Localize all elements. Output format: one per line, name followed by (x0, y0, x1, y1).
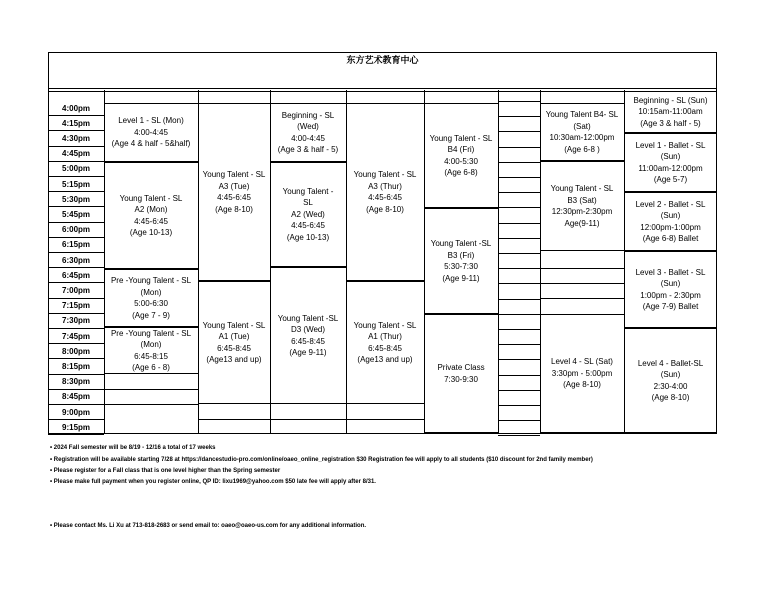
grid-line (346, 419, 424, 420)
time-slot: 7:30pm (48, 314, 104, 329)
class-line: (Age13 and up) (357, 355, 413, 364)
grid-line (498, 314, 540, 315)
class-line: (Sun) (660, 152, 681, 161)
class-line: Age(9-11) (564, 218, 600, 228)
class-sat-level4 (540, 314, 624, 433)
header-divider-2 (48, 91, 717, 92)
class-line: 4:00-4:45 (291, 133, 325, 143)
time-slot: 7:15pm (48, 299, 104, 314)
class-line: 11:00am-12:00pm (638, 163, 703, 173)
grid-line (498, 131, 540, 132)
grid-line (498, 390, 540, 391)
class-line: (Age 6-8 ) (564, 144, 600, 154)
class-fri-private (424, 314, 498, 433)
grid-line (498, 207, 540, 208)
time-slot: 4:30pm (48, 131, 104, 146)
class-line: (Age 8-10) (366, 204, 404, 214)
class-line: A3 (Thur) (368, 181, 402, 191)
class-line: (Age 10-13) (286, 232, 330, 242)
note-semester: • 2024 Fall semester will be 8/19 - 12/16 a total of 17 weeks (50, 445, 216, 451)
grid-line (498, 405, 540, 406)
class-sat-yt-b3 (540, 161, 624, 251)
class-sun-ballet-l2 (624, 192, 717, 251)
time-slot: 8:45pm (48, 390, 104, 405)
class-line: Pre -Young Talent - SL (110, 328, 192, 338)
class-wed-yt-d3 (270, 267, 346, 404)
class-line: 1:00pm - 2:30pm (640, 290, 701, 300)
class-line: Young Talent - SL (119, 193, 183, 203)
class-line: Young Talent - SL (202, 320, 266, 330)
class-line: B3 (Fri) (447, 250, 475, 260)
class-line: 4:45-6:45 (217, 193, 251, 202)
grid-line (498, 329, 540, 330)
grid-line (498, 359, 540, 360)
class-line: Young Talent - SL (202, 170, 266, 179)
class-line: 4:00-5:30 (444, 156, 478, 166)
class-mon-pre-yt-2 (104, 327, 198, 374)
col-line (498, 90, 499, 434)
class-line: (Age 3 & half - 5) (640, 118, 701, 128)
class-line: (Sat) (573, 121, 591, 131)
class-line: 7:30-9:30 (444, 374, 478, 384)
grid-line (498, 116, 540, 117)
class-tue-yt-a3 (198, 103, 270, 281)
class-line: Level 1 - SL (Mon) (118, 116, 184, 126)
class-line: Young Talent -SL (430, 239, 492, 248)
time-slot: 7:45pm (48, 329, 104, 344)
time-slot: 6:00pm (48, 223, 104, 238)
grid-line (198, 419, 346, 420)
class-line: (Sun) (660, 370, 681, 379)
class-line: Young Talent B4- SL (545, 110, 619, 119)
time-slot: 4:45pm (48, 147, 104, 162)
grid-line (540, 283, 624, 284)
grid-line (498, 238, 540, 239)
class-line: Beginning - SL (281, 110, 335, 120)
class-line: 4:45-6:45 (368, 193, 402, 202)
class-mon-yt-a2 (104, 162, 198, 269)
class-line: 10:15am-11:00am (638, 107, 703, 117)
class-line: 5:00-6:30 (134, 299, 168, 308)
class-line: 4:45-6:45 (291, 221, 325, 231)
class-line: Young Talent - SL (429, 133, 493, 143)
class-line: SL (303, 198, 313, 208)
grid-line (498, 420, 540, 421)
time-slot: 6:15pm (48, 238, 104, 253)
grid-line (498, 344, 540, 345)
class-line: Pre -Young Talent - SL (110, 276, 192, 285)
grid-line (498, 283, 540, 284)
class-line: 5:30-7:30 (444, 262, 478, 271)
time-slot: 4:15pm (48, 116, 104, 131)
time-slot: 5:15pm (48, 177, 104, 192)
class-line: Level 4 - Ballet-SL (637, 358, 704, 368)
class-line: Young Talent -SL (277, 313, 339, 323)
class-line: (Age 8-10) (563, 380, 601, 390)
class-line: 10:30am-12:00pm (549, 133, 615, 142)
grid-line (498, 177, 540, 178)
class-line: Young Talent - SL (550, 184, 614, 193)
note-registration: • Registration will be available starting 7/28 at https://dancestudio-pro.com/online/oaeo_online_registration $30 Registration fee will apply to all students ($10 discount for 2nd family member) (50, 457, 593, 463)
grid-line (104, 404, 198, 405)
class-line: 6:45-8:45 (368, 343, 402, 353)
class-line: (Age13 and up) (206, 355, 262, 364)
class-line: B3 (Sat) (567, 195, 597, 205)
class-fri-yt-b3 (424, 208, 498, 314)
grid-line (498, 147, 540, 148)
class-line: (Mon) (140, 287, 162, 297)
class-sun-ballet-l3 (624, 251, 717, 328)
header-divider (48, 88, 717, 89)
class-line: Private Class (437, 363, 485, 372)
grid-line (540, 268, 624, 269)
time-slot: 4:00pm (48, 101, 104, 116)
class-line: (Age 6-8) (444, 168, 478, 177)
class-sun-ballet-l1 (624, 133, 717, 192)
class-line: (Sun) (660, 211, 681, 220)
class-thu-yt-a3 (346, 103, 424, 281)
time-slot: 9:00pm (48, 405, 104, 420)
note-contact: • Please contact Ms. Li Xu at 713-818-2683 or send email to: oaeo@oaeo-us.com for any additional information. (50, 523, 367, 529)
time-slot: 7:00pm (48, 283, 104, 298)
class-line: Level 4 - SL (Sat) (551, 357, 613, 367)
class-line: (Age 10-13) (129, 228, 173, 237)
class-line: Young Talent - SL (353, 320, 417, 330)
class-mon-level1 (104, 103, 198, 162)
class-line: Level 2 - Ballet - SL (635, 199, 706, 209)
time-slot: 8:30pm (48, 375, 104, 390)
class-line: (Age 6-8) Ballet (642, 234, 699, 243)
time-slot: 6:45pm (48, 268, 104, 283)
grid-line (498, 192, 540, 193)
class-sun-ballet-l4 (624, 328, 717, 433)
class-line: (Age 9-11) (289, 348, 327, 357)
class-line: A3 (Tue) (218, 181, 250, 191)
class-line: (Age 9-11) (442, 273, 480, 283)
time-slot: 8:00pm (48, 344, 104, 359)
class-wed-yt-a2 (270, 162, 346, 267)
class-line: Level 3 - Ballet - SL (635, 267, 706, 277)
class-fri-yt-b4 (424, 103, 498, 208)
time-slot: 5:45pm (48, 207, 104, 222)
class-mon-pre-yt-1 (104, 269, 198, 327)
class-line: (Age 5-7) (653, 175, 688, 184)
class-line: (Age 4 & half - 5&half) (111, 139, 191, 149)
time-slot: 5:30pm (48, 192, 104, 207)
class-line: 6:45-8:15 (134, 351, 168, 361)
class-line: 4:45-6:45 (134, 216, 168, 226)
class-sat-yt-b4 (540, 103, 624, 161)
class-line: (Age 7 - 9) (132, 310, 170, 320)
time-slot: 9:15pm (48, 420, 104, 435)
class-line: (Age 3 & half - 5) (277, 145, 339, 154)
grid-line (498, 162, 540, 163)
class-line: (Sun) (660, 279, 681, 288)
class-line: 3:30pm - 5:00pm (551, 368, 613, 378)
grid-line (540, 298, 624, 299)
grid-line (498, 435, 540, 436)
class-line: (Age 6 - 8) (132, 363, 170, 372)
grid-line (498, 101, 540, 102)
class-line: Level 1 - Ballet - SL (635, 140, 706, 150)
class-line: 2:30-4:00 (653, 381, 688, 391)
class-line: A2 (Mon) (134, 205, 168, 214)
class-line: A1 (Tue) (218, 332, 250, 341)
class-line: B4 (Fri) (447, 145, 475, 154)
time-slot: 6:30pm (48, 253, 104, 268)
class-tue-yt-a1 (198, 281, 270, 404)
class-line: (Age 8-10) (215, 204, 253, 214)
class-line: 6:45-8:45 (217, 343, 251, 353)
class-line: A2 (Wed) (291, 209, 325, 219)
class-line: (Age 8-10) (651, 393, 690, 402)
grid-line (498, 223, 540, 224)
class-line: (Mon) (140, 340, 162, 349)
time-slot: 8:15pm (48, 359, 104, 374)
grid-line (104, 389, 198, 390)
class-line: 4:00-4:45 (134, 127, 168, 137)
note-level: • Please register for a Fall class that is one level higher than the Spring semester (50, 468, 281, 474)
class-line: Beginning - SL (Sun) (633, 95, 708, 105)
class-line: 6:45-8:45 (291, 336, 325, 346)
class-line: Young Talent - SL (353, 170, 417, 179)
class-line: 12:00pm-1:00pm (640, 222, 701, 232)
class-line: (Wed) (297, 122, 319, 131)
time-slot: 5:00pm (48, 162, 104, 177)
class-line: D3 (Wed) (290, 325, 326, 334)
grid-line (498, 253, 540, 254)
class-sun-beginning (624, 91, 717, 133)
grid-line (498, 375, 540, 376)
note-payment: • Please make full payment when you register online, QP ID: lixu1969@yahoo.com $50 late fee will apply after 8/31. (50, 479, 376, 485)
class-line: Young Talent - (282, 186, 334, 196)
class-wed-beginning (270, 103, 346, 162)
class-line: (Age 7-9) Ballet (642, 302, 699, 311)
class-thu-yt-a1 (346, 281, 424, 404)
grid-line (498, 299, 540, 300)
page-title: 东方艺术教育中心 (346, 56, 419, 66)
grid-line (498, 268, 540, 269)
class-line: 12:30pm-2:30pm (551, 207, 613, 216)
class-line: A1 (Thur) (368, 332, 402, 341)
